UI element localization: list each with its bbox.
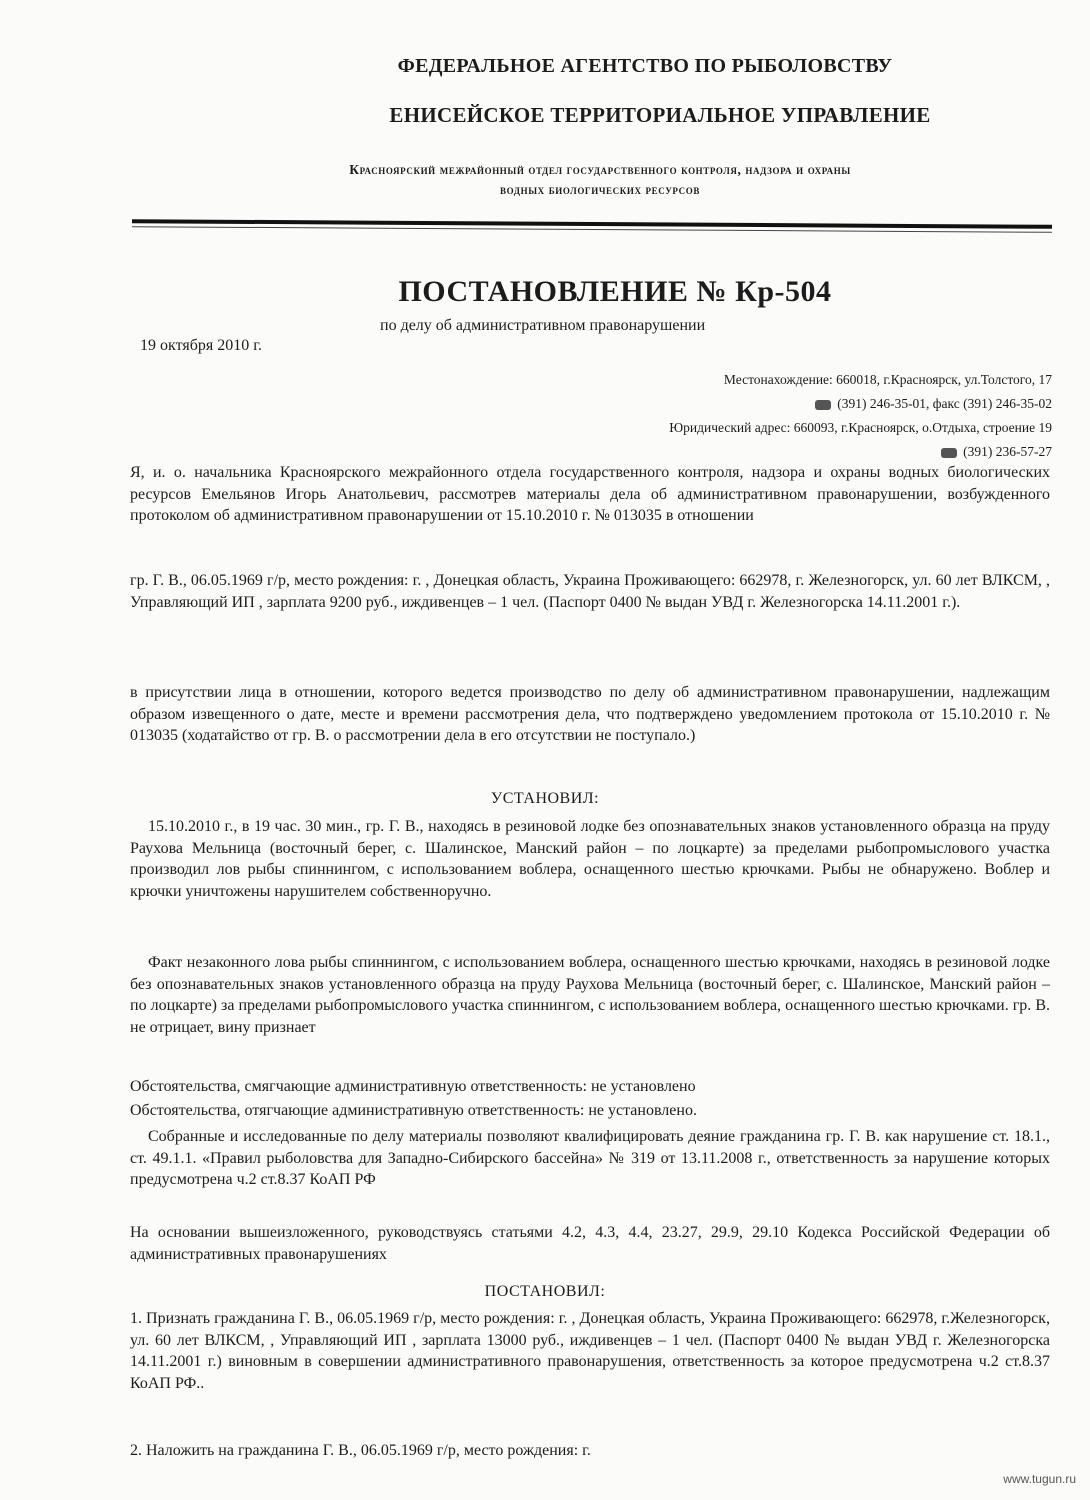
paragraph-person: гр. Г. В., 06.05.1969 г/р, место рождения: г. , Донецкая область, Украина Проживающего: 662978, г. Железногорск, ул. 60 лет ВЛКСМ, , Управляющий ИП , зарплата 9200 руб., иждивенцев – 1 чел. (Паспорт 0400 № выдан УВД г. Железногорска 14.11.2001 г.). [130,572,1050,611]
paragraph-resolution-1: 1. Признать гражданина Г. В., 06.05.1969 г/р, место рождения: г. , Донецкая область, Украина Проживающего: 662978, г.Железногорск, ул. 60 лет ВЛКСМ, , Управляющий ИП , зарплата 13000 руб., иждивенцев – 1 чел. (Паспорт 0400 № выдан УВД г. Железногорска 14.11.2001 г.) виновным в совершении административного правонарушения, ответственность за которое предусмотрена ч.2 ст.8.37 КоАП РФ.. [130,1310,1050,1392]
paragraph-qualification [130,1126,1050,1191]
contact-phone-fax-text: (391) 246-35-01, факс (391) 246-35-02 [837,396,1052,411]
paragraph-basis: На основании вышеизложенного, руководствуясь статьями 4.2, 4.3, 4.4, 23.27, 29.9, 29.10 Кодекса Российской Федерации об административных правонарушениях [130,1224,1050,1263]
document-title: ПОСТАНОВЛЕНИЕ № Кр-504 [398,275,832,308]
paragraph-aggravating: Обстоятельства, отягчающие административную ответственность: не установлено. [130,1102,697,1119]
paragraph-mitigating: Обстоятельства, смягчающие административную ответственность: не установлено [130,1078,696,1095]
phone-icon [941,448,957,458]
site-watermark: www.tugun.ru [1003,1472,1076,1486]
contact-phone2 [941,444,1052,460]
contact-location: Местонахождение: 660018, г.Красноярск, ул.Толстого, 17 [723,372,1052,387]
paragraph-facts-text: 15.10.2010 г., в 19 час. 30 мин., гр. Г. В., находясь в резиновой лодке без опознавательных знаков установленного образца на пруду Раухова Мельница (восточный берег, с. Шалинское, Манский район – по лоцкарте) за пределами рыбопромыслового участка производил лов рыбы спиннингом, с использованием воблера, оснащенного шестью крючками. Рыбы не обнаружено. Воблер и крючки уничтожены нарушителем собственноручно. [130,818,1050,900]
document-subtitle: по делу об административном правонарушении [380,317,706,334]
established-heading: УСТАНОВИЛ: [490,790,600,807]
paragraph-resolution-2: 2. Наложить на гражданина Г. В., 06.05.1969 г/р, место рождения: г. [130,1442,591,1459]
department-line-2: водных биологических ресурсов [500,182,700,197]
document-date: 19 октября 2010 г. [140,337,262,354]
contact-legal-address: Юридический адрес: 660093, г.Красноярск, о.Отдыха, строение 19 [669,420,1052,435]
paragraph-qualification-text: Собранные и исследованные по делу материалы позволяют квалифицировать деяние гражданина гр. Г. В. как нарушение ст. 18.1., ст. 49.1.1. «Правил рыболовства для Западно-Сибирского бассейна» № 319 от 13.11.2008 г., ответственность за нарушение которых предусмотрена ч.2 ст.8.37 КоАП РФ [130,1128,1050,1188]
contact-phone2-text: (391) 236-57-27 [963,444,1052,459]
paragraph-violation-text: Факт незаконного лова рыбы спиннингом, с использованием воблера, оснащенного шестью крючками, находясь в резиновой лодке без опознавательных знаков установленного образца на пруду Раухова Мельница (восточный берег, с. Шалинское, Манский район – по лоцкарте) за пределами рыбопромыслового участка спиннингом, с использованием воблера, оснащенного шестью крючками. гр. В. не отрицает, вину признает [130,954,1050,1036]
paragraph-facts [130,816,1050,902]
territorial-heading: ЕНИСЕЙСКОЕ ТЕРРИТОРИАЛЬНОЕ УПРАВЛЕНИЕ [389,103,931,127]
paragraph-intro: Я, и. о. начальника Красноярского межрайонного отдела государственного контроля, надзора и охраны водных биологических ресурсов Емельянов Игорь Анатольевич, рассмотрев материалы дела об административном правонарушении, возбужденного протоколом об административном правонарушении от 15.10.2010 г. № 013035 в отношении [130,464,1050,524]
paragraph-presence: в присутствии лица в отношении, которого ведется производство по делу об административном правонарушении, надлежащим образом извещенного о дате, месте и времени рассмотрения дела, что подтверждено уведомлением протокола от 15.10.2010 г. № 013035 (ходатайство от гр. В. о рассмотрении дела в его отсутствии не поступало.) [130,684,1050,744]
agency-heading: ФЕДЕРАЛЬНОЕ АГЕНТСТВО ПО РЫБОЛОВСТВУ [397,55,893,77]
department-line-1: Красноярский межрайонный отдел государственного контроля, надзора и охраны [349,162,851,177]
phone-icon [815,400,831,410]
contact-phone-fax [815,396,1052,412]
department-heading [160,160,1040,200]
paragraph-violation [130,952,1050,1038]
resolved-heading: ПОСТАНОВИЛ: [484,1283,606,1300]
